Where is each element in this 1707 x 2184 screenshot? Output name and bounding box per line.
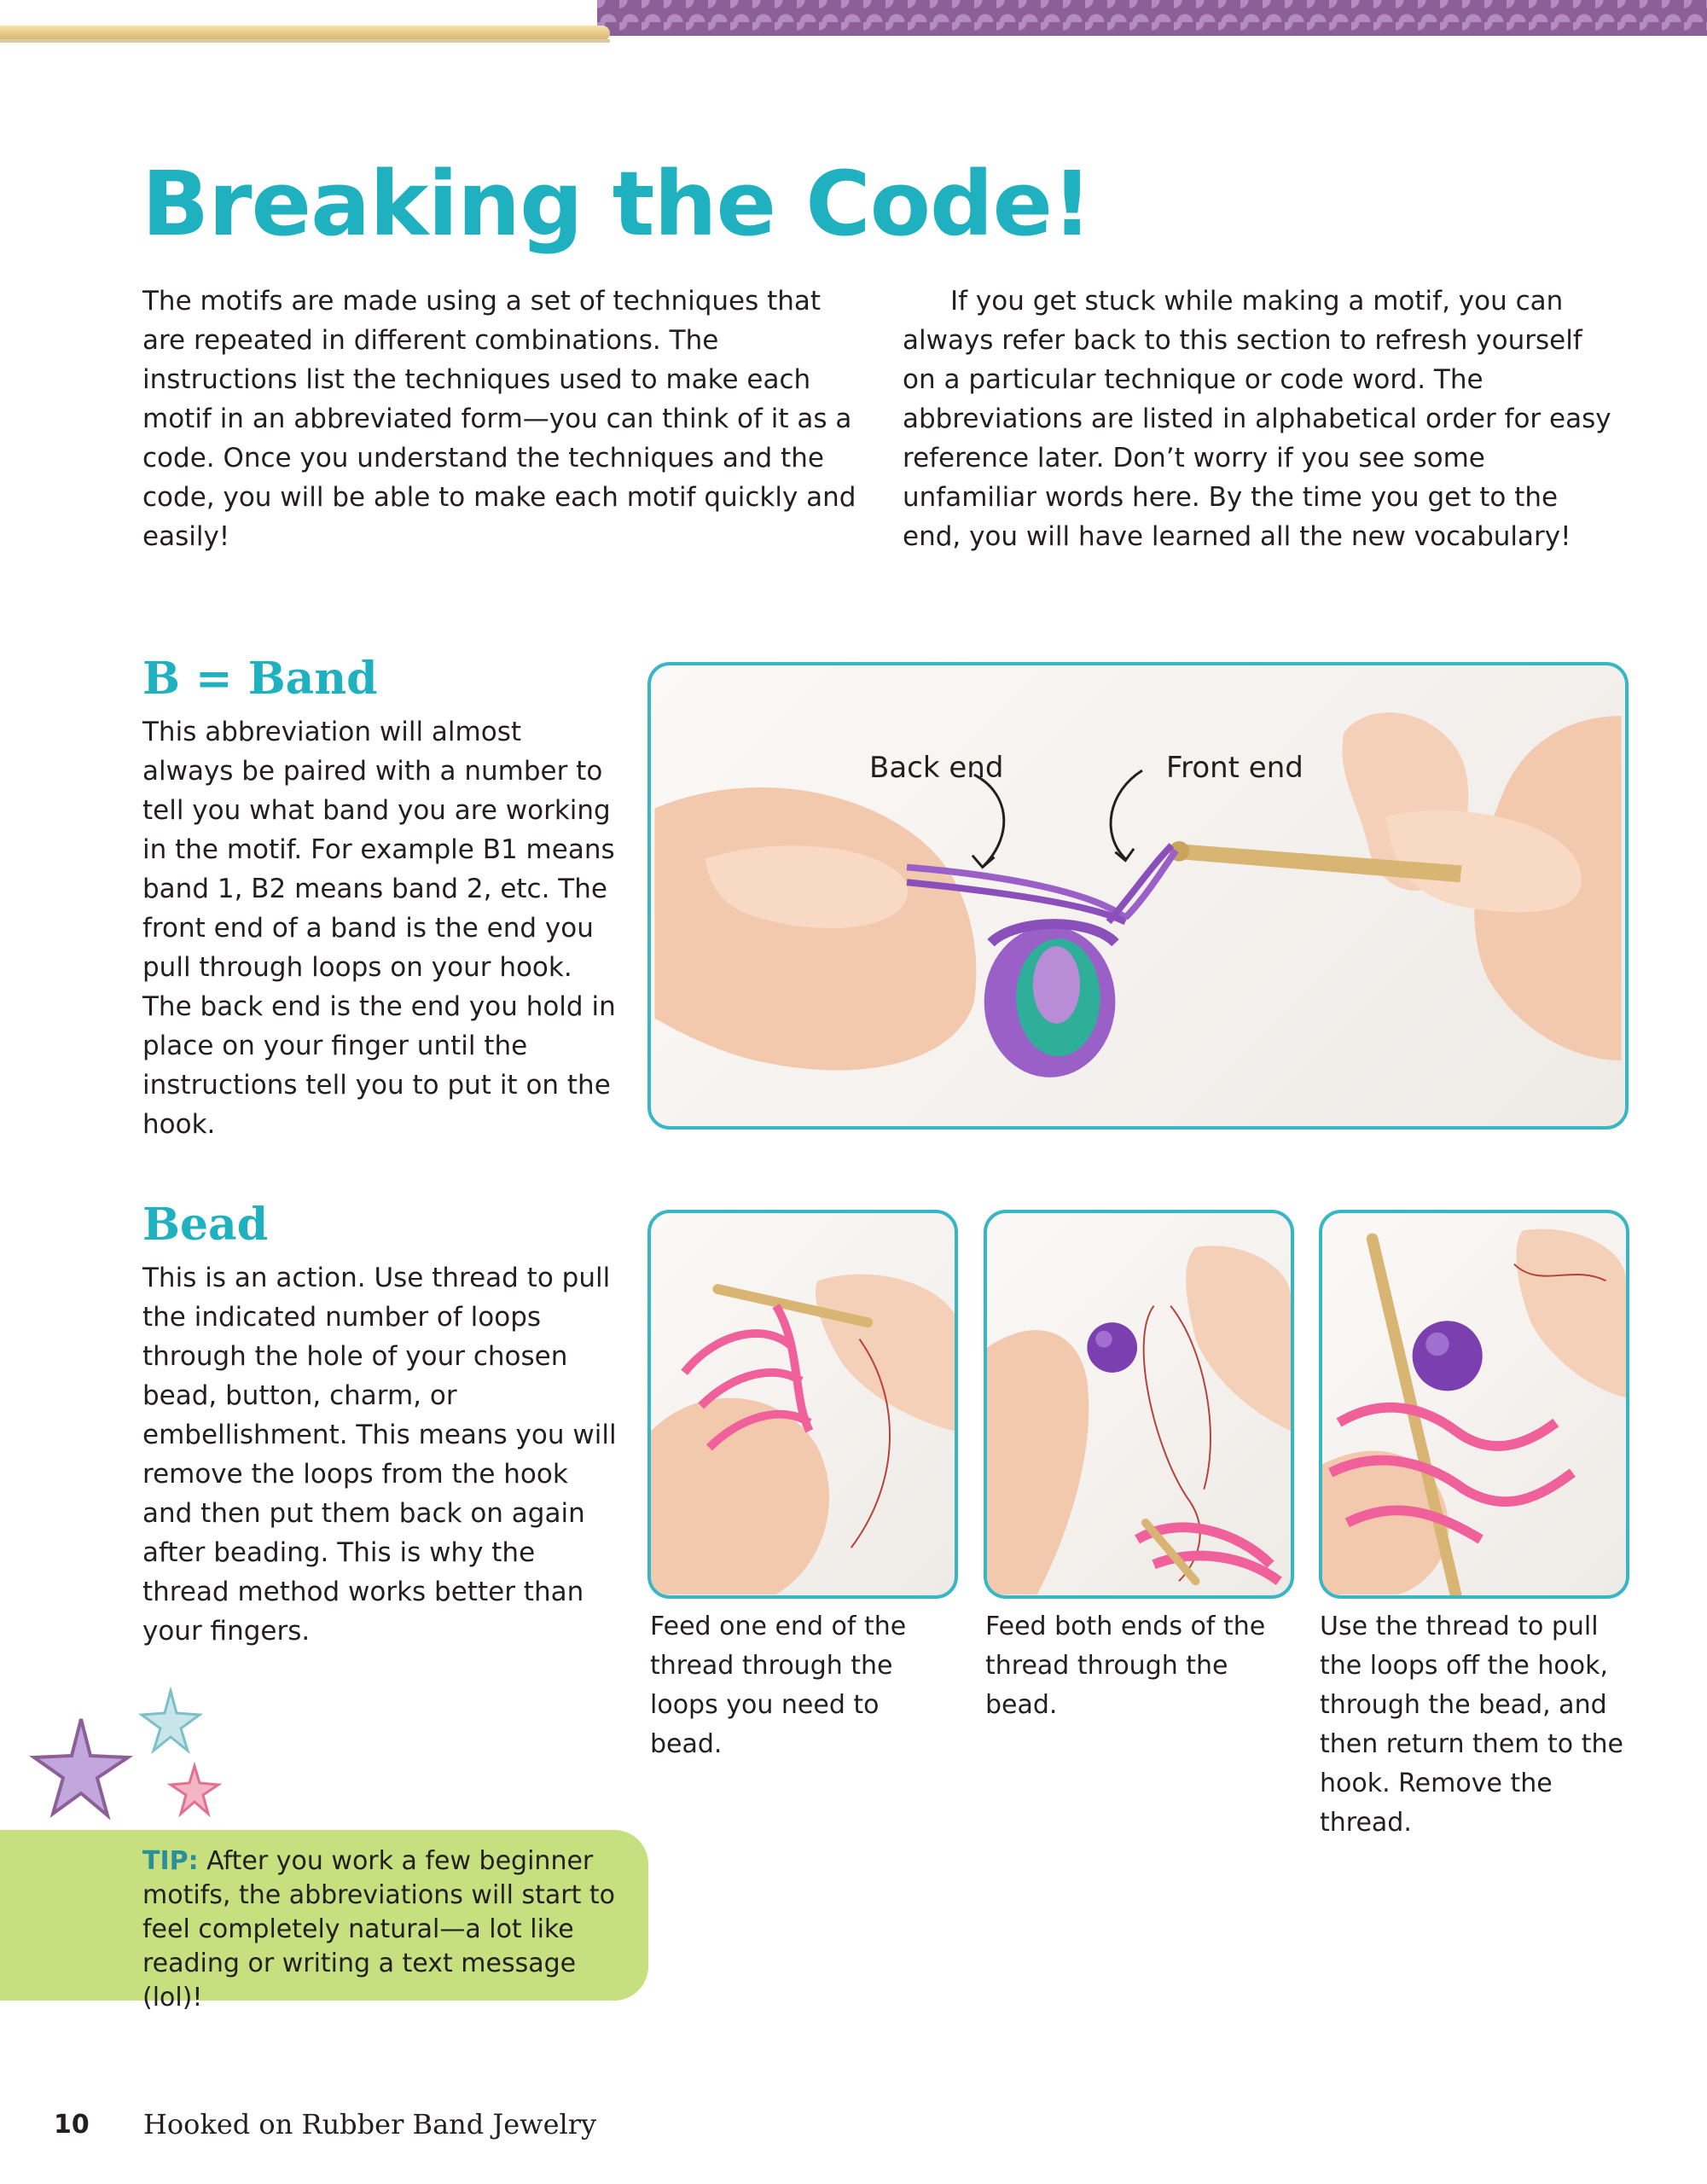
intro-paragraph-left: The motifs are made using a set of techniques that are repeated in different combinations. The instructions list the techniques used to make each motif in an abbreviated form—you can think of it as a code. Once you understand the techniques and the code, you will be able to make each motif quickly and easily! [142,286,856,552]
bead-caption-3: Use the thread to pull the loops off the hook, through the bead, and then return them to the hook. Remove the thread. [1320,1612,1623,1838]
bead-caption-2: Feed both ends of the thread through the bead. [985,1612,1266,1720]
bead-photo-2 [984,1210,1294,1599]
band-photo [647,662,1629,1130]
crochet-hook-shadow [0,39,610,43]
band-photo-illustration [651,665,1625,1126]
intro-paragraph-right [903,282,1619,556]
bead-photo-1 [647,1210,958,1599]
bead-photo-3-illustration [1322,1213,1626,1595]
tip-label: TIP: [142,1846,199,1876]
front-end-label: Front end [1166,751,1303,785]
bead-caption-1: Feed one end of the thread through the loops you need to bead. [650,1612,907,1759]
bead-photo-2-illustration [987,1213,1291,1595]
running-footer-title: Hooked on Rubber Band Jewelry [143,2108,597,2140]
bead-photo-1-illustration [651,1213,955,1595]
header-pattern-band [597,0,1707,36]
intro-paragraph-right-text: If you get stuck while making a motif, you can always refer back to this section to refresh yourself on a particular technique or code word. The abbreviations are listed in alphabetical order for easy reference later. Don’t worry if you see some unfamiliar words here. By the time you get to the end, you will have learned all the new vocabulary! [903,286,1611,552]
bead-photo-3 [1319,1210,1629,1599]
bead-description: This is an action. Use thread to pull the indicated number of loops through the hole of your chosen bead, button, charm, or embellishment. This means you will remove the loops from the hook and then put them back on again after beading. This is why the thread method works better than your fingers. [142,1263,617,1647]
band-description: This abbreviation will almost always be paired with a number to tell you what band you are working in the motif. For example B1 means band 1, B2 means band 2, etc. The front end of a band is the end you pull through loops on your hook. The back end is the end you hold in place on your finger until the instructions tell you to put it on the hook. [142,717,616,1140]
bead-heading: Bead [142,1199,269,1251]
decorative-stars-icon [26,1681,247,1851]
back-end-label: Back end [869,751,1004,785]
page-number: 10 [54,2110,90,2140]
band-heading: B = Band [142,653,378,705]
tip-text [142,1844,620,2015]
page-title: Breaking the Code! [142,152,1092,256]
tip-body: After you work a few beginner motifs, the abbreviations will start to feel completely natural—a lot like reading or writing a text message (lol)! [142,1846,616,2013]
